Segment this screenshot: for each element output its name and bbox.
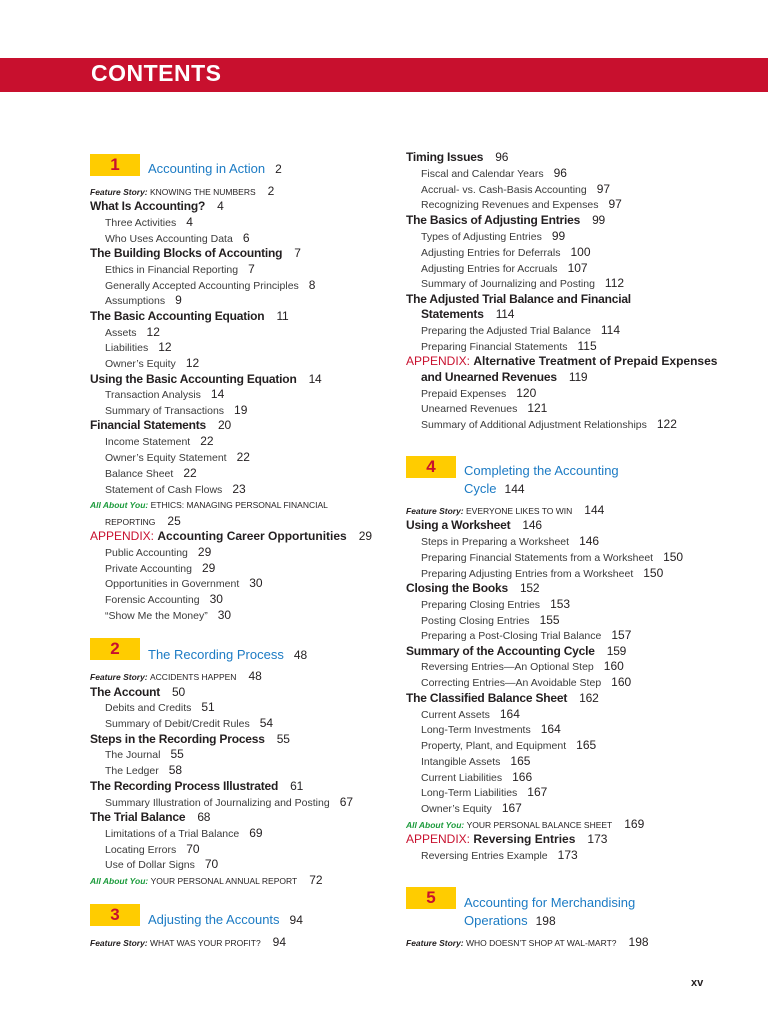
feature-story-entry[interactable] xyxy=(90,669,262,685)
page-number: 12 xyxy=(185,356,200,370)
entry-title: Reversing Entries Example xyxy=(421,850,548,862)
toc-subentry[interactable] xyxy=(421,401,547,417)
toc-entry[interactable] xyxy=(90,199,224,214)
entry-title: Summary of Additional Adjustment Relationships xyxy=(421,419,647,431)
feature-story-entry[interactable] xyxy=(90,935,286,951)
entry-title: Preparing the Adjusted Trial Balance xyxy=(421,325,591,337)
entry-title: Intangible Assets xyxy=(421,756,501,768)
toc-subentry[interactable] xyxy=(105,716,273,732)
entry-title: The Classified Balance Sheet xyxy=(406,691,568,705)
toc-subentry[interactable] xyxy=(421,566,663,582)
toc-entry[interactable] xyxy=(406,150,508,165)
entry-title: The Adjusted Trial Balance and Financial xyxy=(406,292,631,306)
all-about-you-entry[interactable] xyxy=(90,873,323,889)
page-number: 96 xyxy=(495,150,509,164)
entry-title: and Unearned Revenues xyxy=(421,370,557,384)
toc-subentry[interactable] xyxy=(105,403,247,419)
page-number: 94 xyxy=(289,913,303,927)
page-number: 14 xyxy=(308,372,322,386)
entry-title: Statement of Cash Flows xyxy=(105,484,223,496)
page-number: 7 xyxy=(248,262,255,276)
toc-entry[interactable] xyxy=(90,732,290,747)
page-number: 173 xyxy=(587,832,608,846)
toc-entry[interactable] xyxy=(406,292,631,307)
toc-subentry[interactable] xyxy=(105,278,315,294)
toc-subentry[interactable] xyxy=(421,707,520,723)
chapter-title xyxy=(464,463,619,478)
entry-title: The Basics of Adjusting Entries xyxy=(406,213,581,227)
page-number: 61 xyxy=(290,779,304,793)
toc-subentry[interactable] xyxy=(105,763,182,779)
page-number: 144 xyxy=(504,482,525,496)
feature-story-label: Feature Story: xyxy=(406,938,466,948)
page-number: 119 xyxy=(568,370,588,384)
toc-entry[interactable] xyxy=(90,246,301,261)
entry-title: The Recording Process Illustrated xyxy=(90,779,279,793)
toc-subentry[interactable] xyxy=(105,482,246,498)
entry-title: Current Assets xyxy=(421,709,490,721)
entry-title: Private Accounting xyxy=(105,563,192,575)
appendix-entry[interactable] xyxy=(406,832,607,847)
toc-subentry[interactable] xyxy=(105,262,255,278)
toc-subentry[interactable] xyxy=(421,323,620,339)
page-number: 162 xyxy=(579,691,599,705)
toc-subentry[interactable] xyxy=(421,754,530,770)
toc-subentry[interactable] xyxy=(105,231,250,247)
entry-title: Correcting Entries—An Avoidable Step xyxy=(421,677,602,689)
page-number: 50 xyxy=(172,685,185,699)
page-number: 198 xyxy=(628,935,649,949)
feature-story-label: Feature Story: xyxy=(90,938,150,948)
feature-story-entry[interactable] xyxy=(406,503,604,519)
toc-subentry[interactable] xyxy=(421,550,683,566)
page-number: 58 xyxy=(168,763,183,777)
page-number: 54 xyxy=(259,716,274,730)
entry-title: ACCIDENTS HAPPEN xyxy=(150,672,237,682)
page-number: 30 xyxy=(217,608,232,622)
page-number: 70 xyxy=(186,842,200,856)
toc-entry[interactable] xyxy=(90,418,231,433)
entry-title: Transaction Analysis xyxy=(105,389,201,401)
entry-title: Preparing a Post-Closing Trial Balance xyxy=(421,630,602,642)
entry-title: KNOWING THE NUMBERS xyxy=(150,187,256,197)
entry-title: Current Liabilities xyxy=(421,772,503,784)
entry-title: Adjusting Entries for Deferrals xyxy=(421,247,561,259)
entry-title: Reversing Entries xyxy=(473,832,576,846)
entry-title: Public Accounting xyxy=(105,547,188,559)
entry-title: EVERYONE LIKES TO WIN xyxy=(466,506,573,516)
page-number: 22 xyxy=(236,450,250,464)
page-number: 55 xyxy=(170,747,184,761)
page-number: 167 xyxy=(527,785,548,799)
entry-title: Using the Basic Accounting Equation xyxy=(90,372,297,386)
entry-title: Summary of Transactions xyxy=(105,405,225,417)
chapter-number-box: 3 xyxy=(90,904,140,926)
toc-subentry[interactable] xyxy=(421,386,536,402)
page-number: 120 xyxy=(516,386,537,400)
chapter-title-text: Adjusting the Accounts xyxy=(148,912,280,927)
page-number: 68 xyxy=(197,810,211,824)
feature-story-label: Feature Story: xyxy=(90,672,150,682)
page-number: 173 xyxy=(557,848,578,862)
entry-title: Use of Dollar Signs xyxy=(105,859,195,871)
page-number: 112 xyxy=(604,276,625,290)
toc-entry-continued[interactable] xyxy=(105,514,181,530)
all-about-you-entry[interactable] xyxy=(406,817,644,833)
page-number: 4 xyxy=(186,215,193,229)
toc-subentry[interactable] xyxy=(105,747,184,763)
toc-subentry[interactable] xyxy=(105,576,263,592)
page-number: 159 xyxy=(606,644,627,658)
toc-entry[interactable] xyxy=(406,691,599,706)
contents-banner xyxy=(0,58,768,92)
toc-subentry[interactable] xyxy=(421,722,561,738)
page-number: 67 xyxy=(339,795,354,809)
entry-title: Owner’s Equity Statement xyxy=(105,452,227,464)
toc-subentry[interactable] xyxy=(105,592,223,608)
all-about-you-label: All About You: xyxy=(90,876,151,886)
entry-title: Fiscal and Calendar Years xyxy=(421,168,544,180)
page-number: 198 xyxy=(535,914,556,928)
all-about-you-entry[interactable] xyxy=(90,498,328,513)
chapter-title-text: Completing the Accounting xyxy=(464,463,619,478)
appendix-label: APPENDIX: xyxy=(90,529,158,543)
feature-story-label: Feature Story: xyxy=(406,506,466,516)
page-number: 152 xyxy=(519,581,540,595)
entry-title: Types of Adjusting Entries xyxy=(421,231,542,243)
page-number: 157 xyxy=(611,628,632,642)
toc-entry[interactable] xyxy=(406,644,626,659)
entry-title: Long-Term Investments xyxy=(421,724,531,736)
page-number: 122 xyxy=(656,417,677,431)
page-number: 160 xyxy=(611,675,632,689)
page-number: 97 xyxy=(608,197,622,211)
entry-title: WHO DOESN’T SHOP AT WAL-MART? xyxy=(466,938,617,948)
entry-title: Adjusting Entries for Accruals xyxy=(421,263,558,275)
toc-subentry[interactable] xyxy=(421,229,565,245)
page-number: 30 xyxy=(249,576,263,590)
toc-subentry[interactable] xyxy=(421,339,597,355)
entry-title: Limitations of a Trial Balance xyxy=(105,828,240,840)
toc-entry[interactable] xyxy=(90,372,322,387)
page-number: 14 xyxy=(210,387,225,401)
page-number: 165 xyxy=(576,738,597,752)
toc-entry-continued[interactable] xyxy=(421,370,587,385)
feature-story-label: Feature Story: xyxy=(90,187,150,197)
toc-subentry[interactable] xyxy=(421,534,599,550)
page-number: 114 xyxy=(495,307,515,321)
toc-subentry[interactable] xyxy=(105,826,263,842)
appendix-entry[interactable] xyxy=(90,529,372,544)
entry-title: Ethics in Financial Reporting xyxy=(105,264,239,276)
toc-subentry[interactable] xyxy=(421,417,677,433)
toc-subentry[interactable] xyxy=(105,293,182,309)
page-number: 25 xyxy=(167,514,181,528)
entry-title: Liabilities xyxy=(105,342,149,354)
page-number: 94 xyxy=(272,935,287,949)
page-number: 12 xyxy=(146,325,160,339)
page-number: 48 xyxy=(248,669,262,683)
chapter-title-continued xyxy=(464,481,525,496)
chapter-title-text: Operations xyxy=(464,913,528,928)
toc-subentry[interactable] xyxy=(105,434,214,450)
page-folio: xv xyxy=(691,977,704,989)
page-number: 97 xyxy=(596,182,611,196)
page-number: 2 xyxy=(267,184,275,198)
toc-subentry[interactable] xyxy=(105,450,250,466)
toc-subentry[interactable] xyxy=(421,276,624,292)
toc-entry-continued[interactable] xyxy=(421,307,514,322)
page-number: 146 xyxy=(522,518,542,532)
page-number: 20 xyxy=(218,418,231,432)
entry-title: Statements xyxy=(421,307,484,321)
page-number: 22 xyxy=(200,434,214,448)
toc-subentry[interactable] xyxy=(421,261,588,277)
page-number: 121 xyxy=(527,401,548,415)
appendix-entry[interactable] xyxy=(406,354,717,369)
all-about-you-label: All About You: xyxy=(406,820,467,830)
page-number: 2 xyxy=(275,162,282,176)
entry-title: Preparing Financial Statements xyxy=(421,341,568,353)
entry-title: Property, Plant, and Equipment xyxy=(421,740,567,752)
toc-subentry[interactable] xyxy=(105,387,224,403)
page-number: 29 xyxy=(197,545,212,559)
entry-title: Steps in the Recording Process xyxy=(90,732,265,746)
toc-subentry[interactable] xyxy=(421,245,591,261)
toc-subentry[interactable] xyxy=(421,848,578,864)
page-number: 99 xyxy=(551,229,566,243)
entry-title: Financial Statements xyxy=(90,418,207,432)
chapter-number-box: 5 xyxy=(406,887,456,909)
entry-title: Prepaid Expenses xyxy=(421,388,507,400)
entry-title: Owner’s Equity xyxy=(105,358,176,370)
page-number: 7 xyxy=(294,246,301,260)
page-number: 4 xyxy=(217,199,224,213)
feature-story-entry[interactable] xyxy=(90,184,274,200)
toc-subentry[interactable] xyxy=(421,738,596,754)
page-number: 51 xyxy=(201,700,215,714)
entry-title: Steps in Preparing a Worksheet xyxy=(421,536,570,548)
page-number: 150 xyxy=(663,550,684,564)
entry-title: Three Activities xyxy=(105,217,177,229)
entry-title: Reversing Entries—An Optional Step xyxy=(421,661,594,673)
entry-title: Income Statement xyxy=(105,436,191,448)
page-number: 29 xyxy=(201,561,216,575)
entry-title: Using a Worksheet xyxy=(406,518,511,532)
toc-entry[interactable] xyxy=(90,309,289,324)
entry-title: The Journal xyxy=(105,749,161,761)
toc-subentry[interactable] xyxy=(105,466,197,482)
entry-title: Unearned Revenues xyxy=(421,403,518,415)
page-number: 8 xyxy=(308,278,316,292)
page-number: 115 xyxy=(577,339,597,353)
page-number: 144 xyxy=(584,503,605,517)
page-number: 107 xyxy=(567,261,588,275)
chapter-title xyxy=(464,895,635,910)
toc-subentry[interactable] xyxy=(421,182,610,198)
toc-subentry[interactable] xyxy=(421,628,631,644)
page-number: 166 xyxy=(512,770,533,784)
toc-subentry[interactable] xyxy=(421,197,622,213)
entry-title: Owner’s Equity xyxy=(421,803,492,815)
entry-title: The Account xyxy=(90,685,161,699)
toc-entry[interactable] xyxy=(90,779,303,794)
chapter-title xyxy=(148,647,307,662)
entry-title: YOUR PERSONAL ANNUAL REPORT xyxy=(150,876,298,886)
entry-title: Posting Closing Entries xyxy=(421,615,530,627)
page-number: 29 xyxy=(358,529,373,543)
page-number: 114 xyxy=(600,323,620,337)
page-title: CONTENTS xyxy=(91,60,222,86)
entry-title: Opportunities in Government xyxy=(105,578,240,590)
entry-title: The Building Blocks of Accounting xyxy=(90,246,283,260)
page-number: 164 xyxy=(540,722,561,736)
entry-title: Forensic Accounting xyxy=(105,594,200,606)
toc-subentry[interactable] xyxy=(105,340,172,356)
page-number: 6 xyxy=(242,231,250,245)
page-number: 19 xyxy=(234,403,248,417)
toc-subentry[interactable] xyxy=(421,675,631,691)
toc-entry[interactable] xyxy=(90,810,210,825)
entry-title: YOUR PERSONAL BALANCE SHEET xyxy=(466,820,613,830)
toc-subentry[interactable] xyxy=(105,842,200,858)
page-number: 48 xyxy=(293,648,308,662)
page-number: 9 xyxy=(175,293,182,307)
page-number: 164 xyxy=(499,707,520,721)
page-number: 96 xyxy=(553,166,567,180)
entry-title: The Basic Accounting Equation xyxy=(90,309,265,323)
toc-entry[interactable] xyxy=(406,213,605,228)
entry-title: Long-Term Liabilities xyxy=(421,787,518,799)
entry-title: Summary of Debit/Credit Rules xyxy=(105,718,250,730)
page-number: 30 xyxy=(209,592,223,606)
chapter-title xyxy=(148,912,303,927)
entry-title: Locating Errors xyxy=(105,844,177,856)
page-number: 55 xyxy=(276,732,290,746)
page-number: 11 xyxy=(276,309,289,323)
entry-title: Alternative Treatment of Prepaid Expenses xyxy=(473,354,718,368)
page-number: 70 xyxy=(204,857,219,871)
entry-title: What Is Accounting? xyxy=(90,199,206,213)
toc-subentry[interactable] xyxy=(105,325,160,341)
toc-entry[interactable] xyxy=(90,685,185,700)
entry-title: Summary of Journalizing and Posting xyxy=(421,278,595,290)
toc-entry[interactable] xyxy=(406,581,539,596)
entry-title: Preparing Closing Entries xyxy=(421,599,541,611)
page-number: 22 xyxy=(183,466,197,480)
entry-title: Accrual- vs. Cash-Basis Accounting xyxy=(421,184,587,196)
all-about-you-label: All About You: xyxy=(90,500,151,510)
page-number: 23 xyxy=(232,482,246,496)
page-number: 167 xyxy=(501,801,522,815)
appendix-label: APPENDIX: xyxy=(406,832,474,846)
page-number: 12 xyxy=(158,340,172,354)
toc-subentry[interactable] xyxy=(105,215,193,231)
toc-subentry[interactable] xyxy=(421,613,560,629)
entry-title: Recognizing Revenues and Expenses xyxy=(421,199,599,211)
toc-subentry[interactable] xyxy=(105,795,353,811)
entry-title: Who Uses Accounting Data xyxy=(105,233,233,245)
entry-title: Assets xyxy=(105,327,137,339)
page-number: 69 xyxy=(249,826,263,840)
page-number: 150 xyxy=(643,566,664,580)
entry-title: Summary of the Accounting Cycle xyxy=(406,644,595,658)
entry-title: Closing the Books xyxy=(406,581,508,595)
entry-title: Generally Accepted Accounting Principles xyxy=(105,280,299,292)
entry-title: Assumptions xyxy=(105,295,166,307)
page-number: 100 xyxy=(570,245,591,259)
chapter-title-text: Cycle xyxy=(464,481,497,496)
entry-title: “Show Me the Money” xyxy=(105,610,208,622)
entry-title: Accounting Career Opportunities xyxy=(157,529,347,543)
entry-title: Summary Illustration of Journalizing and Posting xyxy=(105,797,330,809)
chapter-title-text: The Recording Process xyxy=(148,647,284,662)
feature-story-entry[interactable] xyxy=(406,935,649,951)
chapter-title xyxy=(148,161,282,176)
toc-subentry[interactable] xyxy=(421,770,532,786)
entry-title: ETHICS: MANAGING PERSONAL FINANCIAL xyxy=(150,500,328,510)
entry-title: The Ledger xyxy=(105,765,159,777)
chapter-number-box: 4 xyxy=(406,456,456,478)
toc-subentry[interactable] xyxy=(105,561,215,577)
toc-subentry[interactable] xyxy=(105,545,211,561)
toc-subentry[interactable] xyxy=(421,597,570,613)
toc-subentry[interactable] xyxy=(105,356,199,372)
entry-title: Preparing Adjusting Entries from a Worksheet xyxy=(421,568,634,580)
entry-title: Preparing Financial Statements from a Worksheet xyxy=(421,552,654,564)
page-number: 99 xyxy=(592,213,606,227)
page-number: 153 xyxy=(550,597,571,611)
entry-title: Balance Sheet xyxy=(105,468,174,480)
toc-subentry[interactable] xyxy=(105,608,231,624)
chapter-title-continued xyxy=(464,913,556,928)
appendix-label: APPENDIX: xyxy=(406,354,474,368)
toc-entry[interactable] xyxy=(406,518,542,533)
toc-subentry[interactable] xyxy=(421,166,567,182)
toc-subentry[interactable] xyxy=(105,700,215,716)
chapter-title-text: Accounting for Merchandising xyxy=(464,895,636,910)
toc-subentry[interactable] xyxy=(421,801,522,817)
entry-title: The Trial Balance xyxy=(90,810,186,824)
page-number: 165 xyxy=(510,754,531,768)
chapter-number-box: 1 xyxy=(90,154,140,176)
page-number: 72 xyxy=(309,873,323,887)
toc-subentry[interactable] xyxy=(421,785,547,801)
entry-title: Debits and Credits xyxy=(105,702,192,714)
page-number: 169 xyxy=(624,817,645,831)
page-number: 160 xyxy=(603,659,624,673)
chapter-title-text: Accounting in Action xyxy=(148,161,266,176)
entry-title: REPORTING xyxy=(105,517,156,527)
page-number: 155 xyxy=(539,613,560,627)
entry-title: WHAT WAS YOUR PROFIT? xyxy=(150,938,261,948)
entry-title: Timing Issues xyxy=(406,150,484,164)
page-number: 146 xyxy=(579,534,600,548)
toc-subentry[interactable] xyxy=(421,659,624,675)
chapter-number-box: 2 xyxy=(90,638,140,660)
toc-subentry[interactable] xyxy=(105,857,218,873)
